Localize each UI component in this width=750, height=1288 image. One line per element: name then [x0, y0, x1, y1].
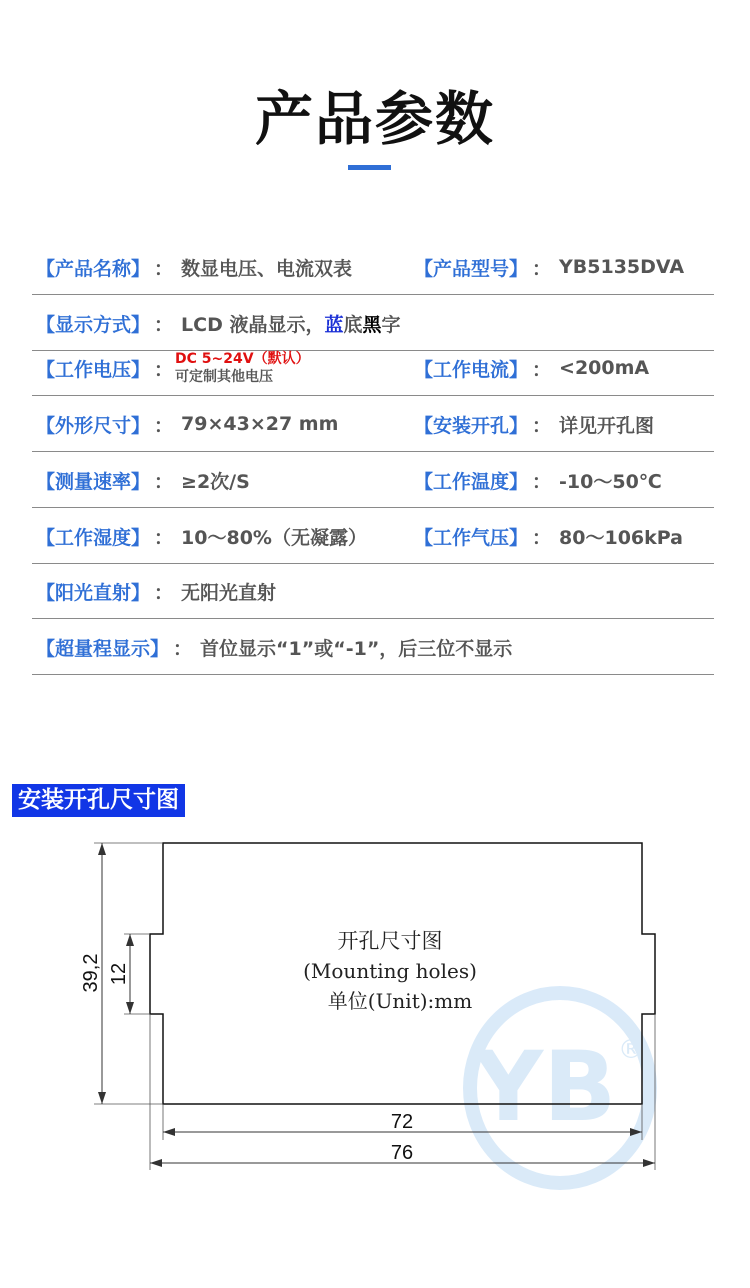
param-value-voltage: DC 5~24V（默认） 可定制其他电压 — [175, 351, 310, 385]
watermark-text: YB — [473, 1031, 617, 1143]
param-label-current: 【工作电流】 — [414, 358, 529, 381]
param-label-voltage: 【工作电压】 — [36, 358, 151, 381]
param-row-5: 【测量速率】 ： ≥2次/S 【工作温度】 ： -10～50℃ — [32, 452, 714, 508]
notch-dimension — [108, 934, 150, 1014]
param-row-4: 【外形尺寸】 ： 79×43×27 mm 【安装开孔】 ： 详见开孔图 — [32, 396, 714, 452]
outer-width-label: 76 — [390, 1142, 414, 1164]
title-underline — [348, 165, 391, 170]
param-value-product-name: 数显电压、电流双表 — [181, 257, 353, 280]
param-value-current: <200mA — [559, 357, 650, 379]
param-label-rate: 【测量速率】 — [36, 470, 151, 493]
param-label-overrange: 【超量程显示】 — [36, 637, 170, 660]
inner-width-label: 72 — [390, 1111, 414, 1133]
cutout-section-title: 安装开孔尺寸图 — [12, 784, 185, 817]
page-title: 产品参数 — [254, 85, 495, 153]
param-value-model: YB5135DVA — [559, 256, 685, 278]
param-row-2: 【显示方式】 ： LCD 液晶显示，蓝底黑字 — [32, 295, 714, 351]
param-label-model: 【产品型号】 — [414, 257, 529, 280]
cutout-drawing — [0, 820, 750, 1280]
param-label-product-name: 【产品名称】 — [36, 257, 151, 280]
param-value-cutout: 详见开孔图 — [559, 414, 655, 437]
param-label-cutout: 【安装开孔】 — [414, 414, 529, 437]
param-value-overrange: 首位显示“1”或“-1”，后三位不显示 — [200, 637, 513, 660]
param-row-7: 【阳光直射】 ： 无阳光直射 — [32, 563, 714, 619]
param-row-1: 【产品名称】 ： 数显电压、电流双表 【产品型号】 ： YB5135DVA — [32, 239, 714, 295]
param-label-humidity: 【工作湿度】 — [36, 526, 151, 549]
param-label-dimensions: 【外形尺寸】 — [36, 414, 151, 437]
param-value-display: LCD 液晶显示，蓝底黑字 — [181, 313, 401, 336]
param-value-rate: ≥2次/S — [181, 470, 250, 493]
param-row-6: 【工作湿度】 ： 10～80%（无凝露） 【工作气压】 ： 80～106kPa — [32, 508, 714, 564]
param-value-pressure: 80～106kPa — [559, 526, 684, 549]
drawing-caption-english: (Mounting holes) — [303, 959, 477, 983]
param-label-pressure: 【工作气压】 — [414, 526, 529, 549]
param-value-sunlight: 无阳光直射 — [181, 581, 277, 604]
height-label: 39,2 — [80, 953, 102, 993]
registered-mark: ® — [618, 1035, 644, 1065]
param-value-dimensions: 79×43×27 mm — [181, 413, 339, 435]
yb-watermark-logo — [470, 993, 650, 1183]
drawing-caption-title: 开孔尺寸图 — [337, 929, 443, 953]
param-row-8: 【超量程显示】 ： 首位显示“1”或“-1”，后三位不显示 — [32, 619, 714, 675]
param-value-humidity: 10～80%（无凝露） — [181, 526, 367, 549]
param-label-temperature: 【工作温度】 — [414, 470, 529, 493]
drawing-caption-unit: 单位(Unit):mm — [327, 989, 473, 1013]
param-label-sunlight: 【阳光直射】 — [36, 581, 151, 604]
param-label-display: 【显示方式】 — [36, 313, 151, 336]
param-row-3: 【工作电压】 ： DC 5~24V（默认） 可定制其他电压 【工作电流】 ： <200mA — [32, 340, 714, 396]
param-value-temperature: -10～50℃ — [559, 470, 662, 493]
notch-label: 12 — [108, 962, 130, 986]
